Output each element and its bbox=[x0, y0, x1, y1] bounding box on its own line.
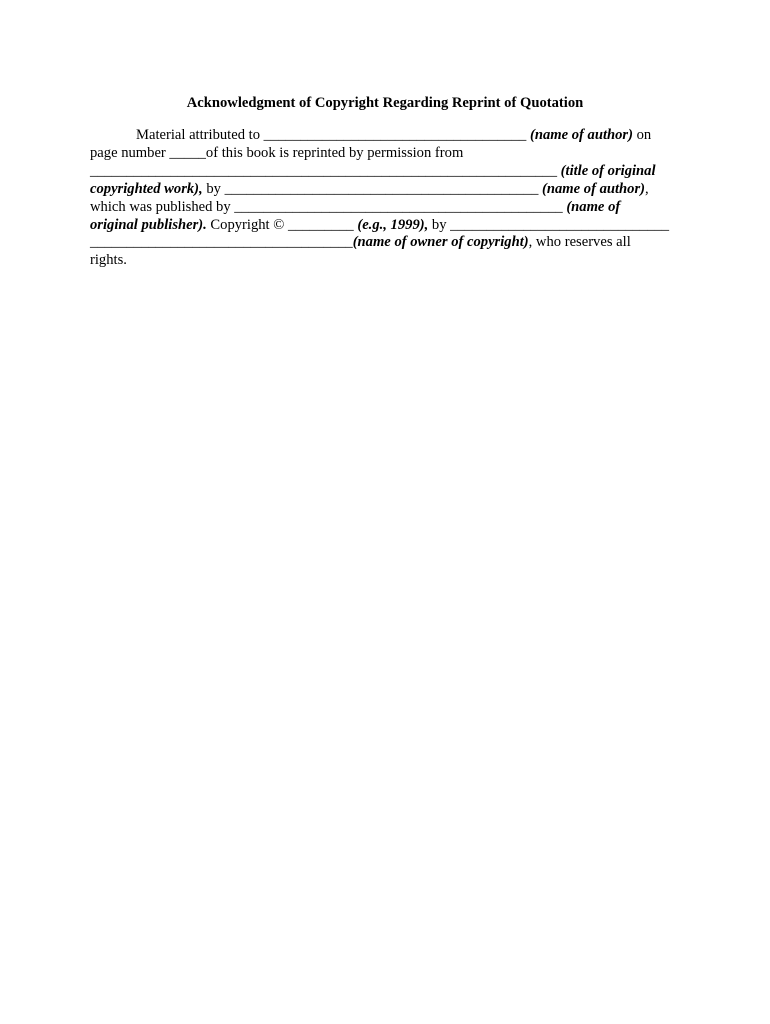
paragraph-line bbox=[90, 252, 690, 270]
body-text-segment: on bbox=[632, 127, 652, 143]
paragraph-line bbox=[90, 145, 690, 163]
paragraph-line bbox=[90, 127, 690, 145]
body-text-segment: , bbox=[645, 180, 649, 197]
body-text-segment: rights. bbox=[90, 252, 127, 269]
field-hint-text: (name of bbox=[566, 198, 621, 215]
field-hint-text: (name of owner of copyright) bbox=[352, 234, 529, 251]
paragraph-line bbox=[90, 163, 690, 181]
paragraph-line bbox=[90, 199, 690, 217]
paragraph-line bbox=[90, 217, 690, 235]
field-hint-text: copyrighted work), bbox=[90, 180, 203, 197]
body-text-segment: Copyright © _________ bbox=[206, 216, 358, 233]
document-title: Acknowledgment of Copyright Regarding Reprint of Quotation bbox=[186, 95, 584, 111]
field-hint-text: original publisher). bbox=[90, 216, 207, 233]
body-text-segment: Material attributed to ____________________________________ bbox=[136, 127, 530, 143]
body-text-segment: which was published by _____________________________________________ bbox=[90, 198, 567, 215]
field-hint-text: (name of author) bbox=[530, 127, 633, 143]
paragraph-line bbox=[90, 181, 690, 199]
field-hint-text: (title of original bbox=[560, 162, 656, 179]
body-text-segment: page number _____of this book is reprinted by permission from bbox=[90, 144, 464, 161]
document-body bbox=[90, 127, 690, 270]
field-hint-text: (name of author) bbox=[542, 180, 645, 197]
body-text-segment: ________________________________________________________________ bbox=[90, 162, 561, 179]
body-text-segment: by ______________________________ bbox=[428, 216, 670, 233]
body-text-segment: , who reserves all bbox=[528, 234, 631, 251]
body-text-segment: ____________________________________ bbox=[90, 234, 353, 251]
body-text-segment: by ___________________________________________ bbox=[202, 180, 543, 197]
paragraph-line bbox=[90, 234, 690, 252]
field-hint-text: (e.g., 1999), bbox=[357, 216, 429, 233]
